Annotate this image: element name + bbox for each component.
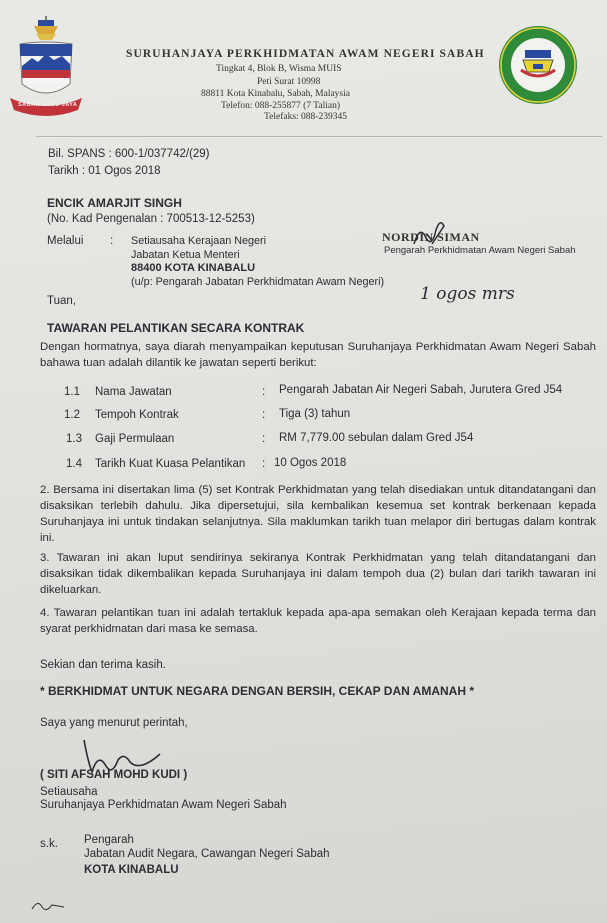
address-line-1: Tingkat 4, Blok B, Wisma MUIS <box>216 64 342 74</box>
detail-num-1: 1.1 <box>64 386 80 398</box>
initials-scribble <box>30 895 66 915</box>
address-line-3: 88811 Kota Kinabalu, Sabah, Malaysia <box>201 89 350 99</box>
via-line-1: Setiausaha Kerajaan Negeri <box>131 235 267 247</box>
recipient-ic: (No. Kad Pengenalan : 700513-12-5253) <box>47 213 255 225</box>
detail-value-4: 10 Ogos 2018 <box>274 457 347 469</box>
spa-seal-logo <box>497 24 579 106</box>
via-attention: (u/p: Pengarah Jabatan Perkhidmatan Awam Negeri) <box>131 276 385 288</box>
detail-colon-4: : <box>262 458 266 470</box>
stamp-name: NORDIN SIMAN <box>382 230 480 244</box>
cc-line-2: Jabatan Audit Negara, Cawangan Negeri Sabah <box>84 848 330 860</box>
detail-num-2: 1.2 <box>64 409 80 421</box>
paragraph-3: 3. Tawaran ini akan luput sendirinya sekiranya Kontrak Perkhidmatan yang telah ditandatangani dan disaksikan tidak dikembalikan kepada Suruhanjaya ini dalam tempoh dua (2) bulan dari tarikh tawaran ini dikeluarkan. <box>40 552 596 596</box>
fax: Telefaks: 088-239345 <box>264 112 347 122</box>
letter-date: Tarikh : 01 Ogos 2018 <box>48 165 161 177</box>
crest-top-icon <box>34 16 58 40</box>
signatory-org: Suruhanjaya Perkhidmatan Awam Negeri Sabah <box>40 799 287 811</box>
detail-value-1: Pengarah Jabatan Air Negeri Sabah, Jurutera Gred J54 <box>279 384 563 396</box>
cc-label: s.k. <box>40 838 58 850</box>
detail-label-1: Nama Jawatan <box>95 386 172 398</box>
detail-value-2: Tiga (3) tahun <box>279 408 351 420</box>
via-colon: : <box>110 235 114 247</box>
detail-colon-3: : <box>262 433 266 445</box>
stamp-title: Pengarah Perkhidmatan Awam Negeri Sabah <box>384 245 576 256</box>
sign-intro: Saya yang menurut perintah, <box>40 717 188 729</box>
detail-num-3: 1.3 <box>66 433 82 445</box>
detail-value-3: RM 7,779.00 sebulan dalam Gred J54 <box>279 432 474 444</box>
via-line-2: Jabatan Ketua Menteri <box>131 249 240 261</box>
detail-colon-1: : <box>262 386 266 398</box>
recipient-name: ENCIK AMARJIT SINGH <box>47 196 182 210</box>
paragraph-2: 2. Bersama ini disertakan lima (5) set Kontrak Perkhidmatan yang telah disediakan untuk ditandatangani dan disaksikan terlebih dahulu. Jika dipersetujui, sila kembalikan kesemua set kontrak berkenaan kepada Suruhanjaya ini untuk tindakan selanjutnya. Sila maklumkan tarikh tuan melapor diri bertugas dalam kontrak ini. <box>40 484 596 544</box>
closing-line: Sekian dan terima kasih. <box>40 659 166 671</box>
header-divider <box>36 136 602 137</box>
cc-line-3: KOTA KINABALU <box>84 864 179 876</box>
crest-motto: SABAH MAJU JAYA <box>18 102 78 108</box>
detail-num-4: 1.4 <box>66 458 82 470</box>
stamp-signature-scribble <box>410 214 460 248</box>
telephone: Telefon: 088-255877 (7 Talian) <box>221 101 341 111</box>
detail-label-2: Tempoh Kontrak <box>95 409 179 421</box>
detail-label-4: Tarikh Kuat Kuasa Pelantikan <box>95 458 246 470</box>
salutation: Tuan, <box>47 295 76 307</box>
org-name: SURUHANJAYA PERKHIDMATAN AWAM NEGERI SABAH <box>126 48 485 60</box>
reference-number: Bil. SPANS : 600-1/037742/(29) <box>48 148 210 160</box>
signatory-name: ( SITI AFSAH MOHD KUDI ) <box>40 769 188 781</box>
intro-paragraph: Dengan hormatnya, saya diarah menyampaikan keputusan Suruhanjaya Perkhidmatan Awam Negeri Sabah bahawa tuan adalah dilantik ke jawatan seperti berikut: <box>40 341 596 369</box>
subject-heading: TAWARAN PELANTIKAN SECARA KONTRAK <box>47 321 305 335</box>
detail-colon-2: : <box>262 409 266 421</box>
handwritten-date: 1 ogos mrs <box>420 284 515 304</box>
signatory-title: Setiausaha <box>40 786 98 798</box>
address-line-2: Peti Surat 10998 <box>257 77 321 87</box>
cc-line-1: Pengarah <box>84 834 134 846</box>
via-label: Melalui <box>47 235 84 247</box>
detail-label-3: Gaji Permulaan <box>95 433 175 445</box>
motto-line: * BERKHIDMAT UNTUK NEGARA DENGAN BERSIH, CEKAP DAN AMANAH * <box>40 684 475 698</box>
paragraph-4: 4. Tawaran pelantikan tuan ini adalah tertakluk kepada apa-apa semakan oleh Kerajaan kepada terma dan syarat perkhidmatan dari masa ke semasa. <box>40 607 596 635</box>
via-city: 88400 KOTA KINABALU <box>131 262 256 274</box>
